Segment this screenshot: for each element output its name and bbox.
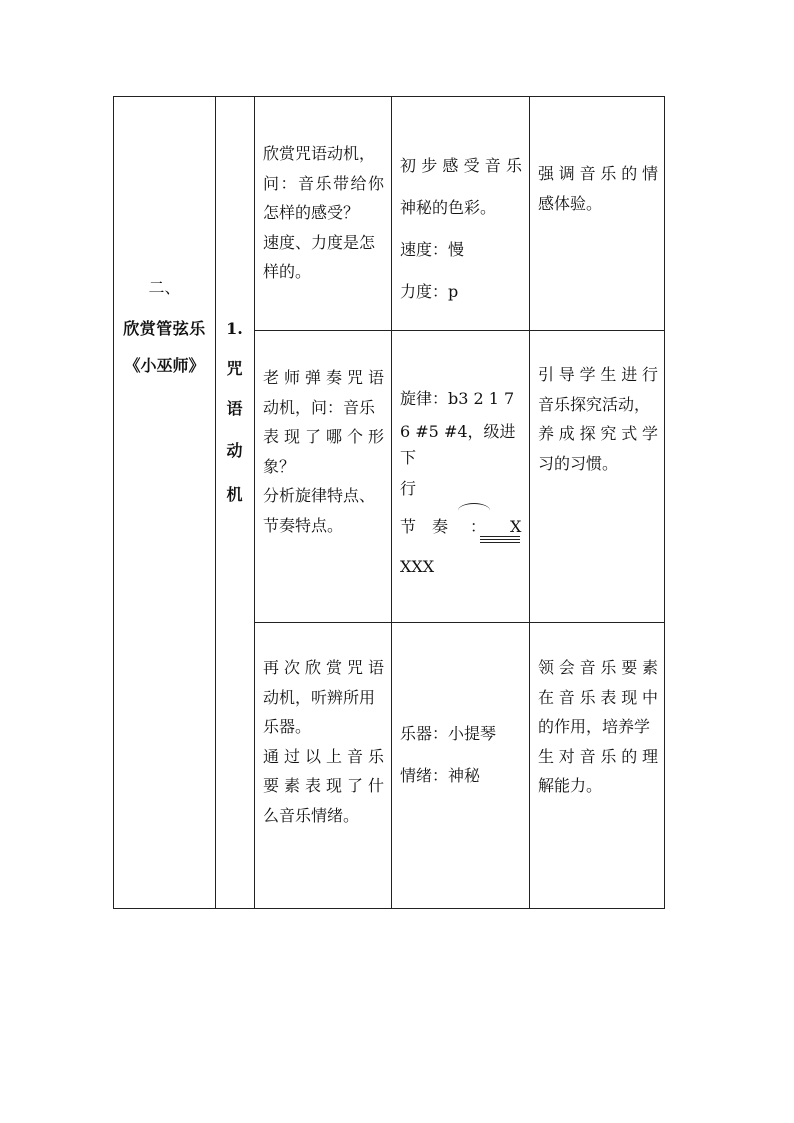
text-line: 怎样的感受？ [263, 203, 360, 222]
step-char: 动 [226, 441, 243, 460]
activity-cell [254, 363, 391, 540]
intent-cell [529, 360, 665, 478]
text-line: 感体验。 [538, 193, 603, 213]
text-line: 样的。 [263, 262, 312, 281]
section-number: 二、 [148, 278, 181, 297]
melody-line: 旋律：b3 2 1 7 [400, 389, 515, 408]
text-line: 通过以上音乐 [263, 746, 384, 766]
text-line: 养成探究式学 [538, 424, 658, 443]
text-line: 在音乐表现中 [538, 687, 658, 707]
rhythm-colon: ： [470, 517, 487, 536]
content-cell [391, 713, 529, 797]
activity-cell [254, 653, 391, 830]
text-line: 神秘的色彩。 [400, 198, 497, 217]
text-line: 速度、力度是怎 [263, 232, 376, 252]
text-line: 领会音乐要素 [538, 658, 658, 677]
beam-line [480, 536, 520, 537]
text-line: 初步感受音乐 [400, 156, 522, 175]
text-line: 情绪：神秘 [400, 766, 481, 785]
content-cell [391, 145, 529, 313]
row-divider [254, 330, 664, 331]
text-line: 习的习惯。 [538, 453, 619, 473]
step-number: 1. [226, 319, 243, 338]
section-piece-title: 《小巫师》 [124, 356, 205, 375]
text-line: 问：音乐带给你 [263, 173, 384, 193]
rhythm-line [400, 507, 522, 547]
rhythm-label: 节 奏 [400, 517, 449, 536]
rhythm-line: XXX [400, 557, 435, 576]
text-line: 要素表现了什 [263, 776, 384, 795]
beam-line [480, 542, 520, 543]
text-line: 强调音乐的情 [538, 164, 658, 183]
section-name: 欣赏管弦乐 [123, 319, 206, 338]
text-line: 动机，听辨所用 [263, 687, 376, 707]
step-char: 语 [226, 399, 243, 418]
text-line: 分析旋律特点、 [263, 486, 376, 505]
text-line: 力度：p [400, 282, 459, 301]
text-line: 引导学生进行 [538, 365, 658, 384]
text-line: 速度：慢 [400, 240, 465, 259]
text-line: 象？ [263, 456, 296, 476]
text-line: 表现了哪个形 [263, 427, 384, 446]
lesson-table [113, 96, 665, 909]
text-line: 音乐探究活动， [538, 394, 651, 414]
step-char: 咒 [226, 359, 243, 378]
melody-line: 行 [400, 479, 417, 498]
intent-cell [529, 653, 665, 801]
text-line: 么音乐情绪。 [263, 805, 360, 825]
text-line: 再次欣赏咒语 [263, 658, 384, 677]
text-line: 生对音乐的理 [538, 746, 658, 766]
step-cell [215, 97, 254, 908]
beam-line [480, 539, 520, 540]
step-char: 机 [226, 485, 243, 504]
intent-cell [529, 159, 665, 218]
content-cell [391, 379, 529, 587]
melody-line: 6 #5 #4，级进下 [400, 422, 516, 467]
rhythm-note: X [510, 517, 522, 536]
text-line: 解能力。 [538, 776, 603, 795]
text-line: 动机，问：音乐 [263, 397, 376, 417]
section-cell [114, 97, 215, 908]
text-line: 老师弹奏咒语 [263, 368, 384, 387]
slur-arc [458, 503, 490, 518]
text-line: 节奏特点。 [263, 515, 344, 535]
activity-cell [254, 139, 391, 287]
row-divider [254, 622, 664, 623]
text-line: 欣赏咒语动机， [263, 144, 376, 163]
text-line: 乐器：小提琴 [400, 724, 497, 743]
text-line: 乐器。 [263, 717, 312, 736]
text-line: 的作用，培养学 [538, 717, 651, 736]
